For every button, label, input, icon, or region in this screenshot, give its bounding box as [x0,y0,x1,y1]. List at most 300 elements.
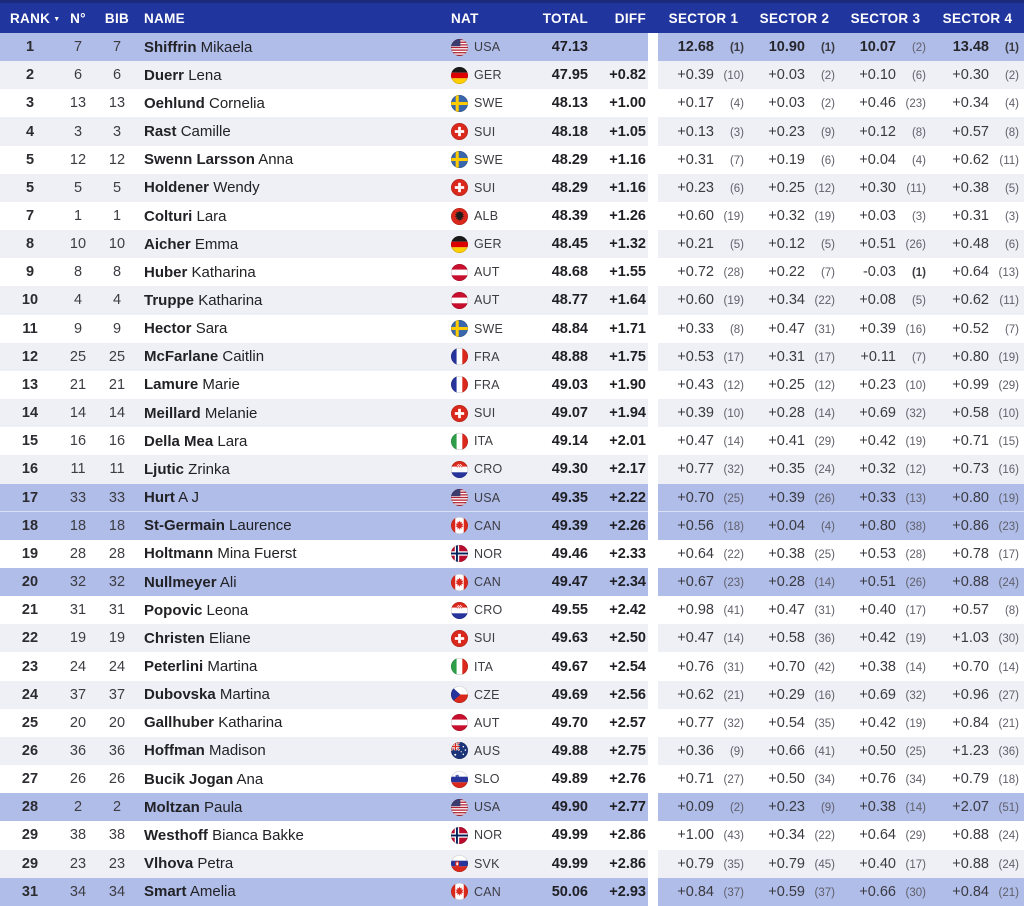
sector-rank: (35) [723,858,744,871]
rank-cell: 29 [21,855,39,872]
athlete-last-name: Ljutic [144,460,184,478]
table-row[interactable] [0,652,1024,680]
sector-rank: (28) [905,548,926,561]
sector-time: +0.70 [677,489,714,506]
rank-cell: 14 [21,405,39,422]
start-number-cell: 11 [70,461,86,478]
sector-time: +0.48 [952,236,989,253]
sector-rank: (19) [723,211,744,224]
sector-rank: (5) [911,295,926,308]
sector3-cell [840,490,931,506]
sector-time: +0.42 [859,433,896,450]
athlete-first-name: Lena [188,66,222,84]
athlete-name-cell [138,714,445,731]
start-number-cell: 13 [69,95,87,112]
athlete-first-name: Emma [194,235,239,253]
flag-icon-sui [451,179,468,196]
total-time-cell: 48.68 [551,264,588,281]
sector-time: +0.19 [768,151,805,168]
nationality-cell [445,95,518,112]
sector-time: +0.25 [768,376,805,393]
table-body [0,33,1024,906]
athlete-last-name: Swenn Larsson [144,151,255,169]
sector-time: +0.53 [677,348,714,365]
sector-time: +0.54 [768,714,805,731]
rank-cell: 11 [22,320,38,337]
sector-time: +1.03 [952,630,989,647]
total-time-cell: 49.63 [551,630,588,647]
sector-rank: (9) [729,745,744,758]
flag-icon-ger [451,236,468,253]
sector-rank: (10) [723,70,744,83]
sector2-cell [749,39,840,55]
start-number-cell: 3 [73,123,83,140]
sector1-cell [658,799,749,815]
sector4-cell [931,264,1024,280]
start-number-cell: 32 [69,574,87,591]
sector-rank: (2) [820,98,835,111]
sector-rank: (34) [814,774,835,787]
sector1-cell [658,546,749,562]
table-row[interactable] [0,399,1024,427]
table-row[interactable] [0,315,1024,343]
sector-rank: (30) [998,633,1019,646]
table-row[interactable] [0,624,1024,652]
sector4-cell [931,856,1024,872]
nationality-cell [445,433,518,450]
sector2-cell [749,827,840,843]
athlete-first-name: Ana [236,770,264,788]
rank-cell: 29 [21,827,39,844]
sector4-cell [931,546,1024,562]
start-number-cell: 28 [69,545,87,562]
rank-cell: 2 [25,67,35,84]
flag-icon-can [451,574,468,591]
sector2-cell [749,687,840,703]
nationality-cell [445,883,518,900]
sector-time: +0.33 [677,320,714,337]
table-row[interactable] [0,793,1024,821]
sector-time: -0.03 [862,264,896,281]
column-separator [648,652,658,680]
sector4-cell [931,827,1024,843]
sector-time: +0.39 [859,320,896,337]
sector4-cell [931,602,1024,618]
flag-icon-fra [451,376,468,393]
sector2-cell [749,236,840,252]
sector-time: 10.07 [859,39,896,56]
table-row[interactable] [0,878,1024,906]
sector-rank: (17) [905,858,926,871]
rank-cell: 28 [21,799,39,816]
sector-time: +0.56 [677,517,714,534]
country-code: NOR [474,828,503,843]
sector-time: +0.17 [677,95,714,112]
table-row[interactable] [0,821,1024,849]
sector-rank: (2) [911,42,926,55]
flag-icon-nor [451,827,468,844]
bib-cell: 23 [108,855,126,872]
total-time-cell: 49.14 [551,433,588,450]
sector-rank: (1) [820,42,835,55]
sector2-cell [749,799,840,815]
rank-cell: 27 [21,771,39,788]
sector-rank: (9) [820,126,835,139]
sector-rank: (32) [723,717,744,730]
sector2-cell [749,180,840,196]
sector-time: +0.98 [677,602,714,619]
athlete-last-name: Vlhova [144,855,194,873]
start-number-cell: 34 [69,883,87,900]
athlete-first-name: Camille [180,123,231,141]
sector-rank: (25) [814,548,835,561]
country-code: FRA [474,377,500,392]
diff-cell: +2.76 [609,771,646,788]
sector-rank: (5) [1004,182,1019,195]
sector-time: +0.31 [768,348,805,365]
table-row[interactable] [0,371,1024,399]
athlete-last-name: Shiffrin [144,38,197,56]
start-number-cell: 24 [69,658,87,675]
nationality-cell [445,799,518,816]
column-separator [648,33,658,61]
country-code: GER [474,68,502,83]
start-number-cell: 37 [69,686,87,703]
sector-rank: (11) [906,182,926,195]
country-code: AUT [474,265,500,280]
flag-icon-fra [451,348,468,365]
sector3-cell [840,546,931,562]
table-row[interactable] [0,484,1024,512]
total-time-cell: 48.29 [551,179,588,196]
bib-cell: 21 [108,376,126,393]
total-time-cell: 49.99 [551,855,588,872]
total-time-cell: 47.95 [551,67,588,84]
rank-cell: 13 [21,376,39,393]
sector-rank: (2) [729,802,744,815]
start-number-cell: 8 [73,264,83,281]
sector-rank: (15) [998,436,1019,449]
sector-time: +0.31 [952,208,989,225]
rank-column-header[interactable] [0,11,60,26]
sector-time: +0.62 [677,686,714,703]
table-row[interactable] [0,286,1024,314]
sector-time: +0.58 [952,405,989,422]
table-header [0,0,1024,33]
column-separator [648,484,658,512]
sector-time: +0.43 [677,376,714,393]
total-time-cell: 49.70 [551,714,588,731]
sector-time: +0.38 [859,658,896,675]
sector-time: +0.80 [952,348,989,365]
sector-time: +0.35 [768,461,805,478]
sector2-cell [749,292,840,308]
flag-icon-usa [451,489,468,506]
table-row[interactable] [0,61,1024,89]
total-time-cell: 50.06 [551,883,588,900]
sector-time: +0.84 [677,883,714,900]
sector-rank: (13) [998,267,1019,280]
total-time-cell: 49.89 [551,771,588,788]
table-row[interactable] [0,230,1024,258]
sector-rank: (14) [814,408,835,421]
table-row[interactable] [0,258,1024,286]
sector3-cell [840,743,931,759]
sector-time: +0.88 [952,855,989,872]
athlete-last-name: Gallhuber [144,714,215,732]
sector-time: +0.33 [859,489,896,506]
sector2-cell [749,377,840,393]
sector-time: +0.23 [768,799,805,816]
column-separator [648,427,658,455]
bib-cell: 19 [108,630,126,647]
table-row[interactable] [0,765,1024,793]
country-code: ITA [474,434,494,449]
nationality-cell [445,855,518,872]
column-separator [648,455,658,483]
start-number-cell: 21 [69,376,87,393]
athlete-name-cell [138,545,445,562]
column-separator [648,230,658,258]
sector-time: +0.51 [859,574,896,591]
table-row[interactable] [0,737,1024,765]
sector4-cell [931,630,1024,646]
sector1-cell [658,236,749,252]
sector-time: +0.84 [952,883,989,900]
sector-rank: (10) [723,408,744,421]
table-row[interactable] [0,202,1024,230]
start-number-cell: 4 [73,292,83,309]
athlete-name-cell [138,742,445,759]
sector3-cell [840,208,931,224]
flag-icon-usa [451,799,468,816]
sector-rank: (18) [723,520,744,533]
table-row[interactable] [0,709,1024,737]
sector-time: +0.21 [677,236,714,253]
flag-icon-usa [451,39,468,56]
total-time-cell: 48.13 [551,95,588,112]
diff-cell: +2.50 [609,630,646,647]
bib-cell: 7 [112,39,122,56]
sector-rank: (36) [814,633,835,646]
flag-icon-aut [451,292,468,309]
sector4-cell [931,687,1024,703]
sector-rank: (4) [911,154,926,167]
nationality-cell [445,67,518,84]
table-row[interactable] [0,540,1024,568]
column-separator [648,765,658,793]
athlete-first-name: Martina [207,658,258,676]
flag-icon-cro [451,602,468,619]
sector4-cell [931,124,1024,140]
athlete-last-name: Colturi [144,207,193,225]
sector2-cell [749,771,840,787]
table-row[interactable] [0,596,1024,624]
sector-rank: (16) [905,323,926,336]
sector-time: +0.99 [952,376,989,393]
table-row[interactable] [0,455,1024,483]
diff-cell: +2.01 [609,433,646,450]
sector2-cell [749,321,840,337]
table-row[interactable] [0,343,1024,371]
nationality-cell [445,742,518,759]
table-row[interactable] [0,146,1024,174]
sector-rank: (19) [998,351,1019,364]
sector-time: +0.47 [768,320,805,337]
table-row[interactable] [0,427,1024,455]
sector-time: +0.78 [952,545,989,562]
bib-cell: 25 [108,348,126,365]
country-code: FRA [474,349,500,364]
sector1-cell [658,208,749,224]
sector-time: +0.39 [677,67,714,84]
sector1-cell [658,687,749,703]
nationality-cell [445,405,518,422]
start-number-cell: 5 [73,179,83,196]
athlete-last-name: Bucik Jogan [144,770,234,788]
athlete-last-name: Truppe [144,291,195,309]
rank-cell: 1 [25,39,35,56]
sector-rank: (21) [723,689,744,702]
sector3-cell [840,771,931,787]
sector-rank: (9) [820,802,835,815]
sector-rank: (10) [998,408,1019,421]
table-row[interactable] [0,850,1024,878]
sector-time: +0.96 [952,686,989,703]
start-number-cell: 23 [69,855,87,872]
sector-time: +0.03 [768,67,805,84]
athlete-first-name: Lara [217,432,248,450]
sector3-cell [840,377,931,393]
diff-cell: +2.57 [609,714,646,731]
sector-time: +0.88 [952,574,989,591]
column-separator [648,737,658,765]
bib-cell: 18 [108,517,126,534]
sector-time: +0.38 [859,799,896,816]
sector-rank: (3) [729,126,744,139]
sector-rank: (12) [723,379,744,392]
table-row[interactable] [0,117,1024,145]
rank-cell: 31 [21,883,39,900]
athlete-first-name: Laurence [229,517,292,535]
sector-time: +0.38 [952,179,989,196]
sort-descending-icon: ▼ [53,15,61,23]
sector4-cell [931,208,1024,224]
diff-cell: +2.54 [609,658,646,675]
table-row[interactable] [0,33,1024,61]
sector-time: +0.88 [952,827,989,844]
total-time-cell: 49.35 [551,489,588,506]
sector-rank: (31) [814,605,835,618]
column-separator [648,878,658,906]
sector-time: +0.23 [677,179,714,196]
sector3-cell [840,630,931,646]
sector3-cell [840,659,931,675]
diff-cell: +2.33 [609,545,646,562]
sector-rank: (17) [723,351,744,364]
sector-rank: (12) [814,379,835,392]
diff-column-header: DIFF [614,10,646,26]
sector-time: +0.64 [677,545,714,562]
country-code: USA [474,800,501,815]
sector-rank: (4) [729,98,744,111]
rank-cell: 7 [25,208,35,225]
sector-rank: (7) [729,154,744,167]
country-code: SUI [474,406,496,421]
sector-time: +0.47 [677,433,714,450]
diff-cell: +2.77 [609,799,646,816]
diff-cell: +2.86 [609,855,646,872]
column-separator [648,568,658,596]
country-code: AUT [474,293,500,308]
athlete-last-name: Rast [144,123,177,141]
diff-cell: +0.82 [609,67,646,84]
rank-cell: 5 [25,151,35,168]
sector4-cell [931,743,1024,759]
table-row[interactable] [0,89,1024,117]
athlete-name-cell [138,236,445,253]
athlete-last-name: Hoffman [144,742,205,760]
sector1-cell [658,39,749,55]
diff-cell: +1.75 [609,348,646,365]
start-number-cell: 14 [69,405,87,422]
sector-time: +0.03 [859,208,896,225]
bib-cell: 34 [108,883,126,900]
sector-rank: (4) [1004,98,1019,111]
nationality-cell [445,714,518,731]
country-code: SWE [474,152,504,167]
sector-time: +0.62 [952,292,989,309]
rank-cell: 18 [21,517,39,534]
sector1-cell [658,461,749,477]
sector-rank: (11) [999,295,1019,308]
athlete-name-cell [138,39,445,56]
sector2-column-header: SECTOR 2 [759,10,830,26]
sector-rank: (22) [723,548,744,561]
athlete-first-name: Katharina [218,714,283,732]
sector-rank: (43) [723,830,744,843]
rank-cell: 21 [21,602,39,619]
bib-cell: 4 [112,292,122,309]
table-row[interactable] [0,681,1024,709]
start-number-cell: 12 [69,151,87,168]
rank-cell: 23 [21,658,39,675]
sector-rank: (25) [723,492,744,505]
sector2-cell [749,264,840,280]
column-separator [648,709,658,737]
sector-time: +0.32 [768,208,805,225]
table-row[interactable] [0,568,1024,596]
sector-time: +0.79 [768,855,805,872]
sector-rank: (23) [998,520,1019,533]
sector1-cell [658,152,749,168]
athlete-last-name: Holdener [144,179,210,197]
sector3-cell [840,236,931,252]
athlete-last-name: Hector [144,320,192,338]
country-code: CAN [474,575,501,590]
sector4-cell [931,884,1024,900]
table-row[interactable] [0,174,1024,202]
nationality-cell [445,236,518,253]
total-time-cell: 49.39 [551,517,588,534]
sector-time: +0.36 [677,742,714,759]
table-row[interactable] [0,512,1024,540]
sector-time: +0.23 [768,123,805,140]
flag-icon-aut [451,264,468,281]
sector-rank: (38) [905,520,926,533]
nationality-cell [445,208,518,225]
bib-cell: 10 [108,236,126,253]
